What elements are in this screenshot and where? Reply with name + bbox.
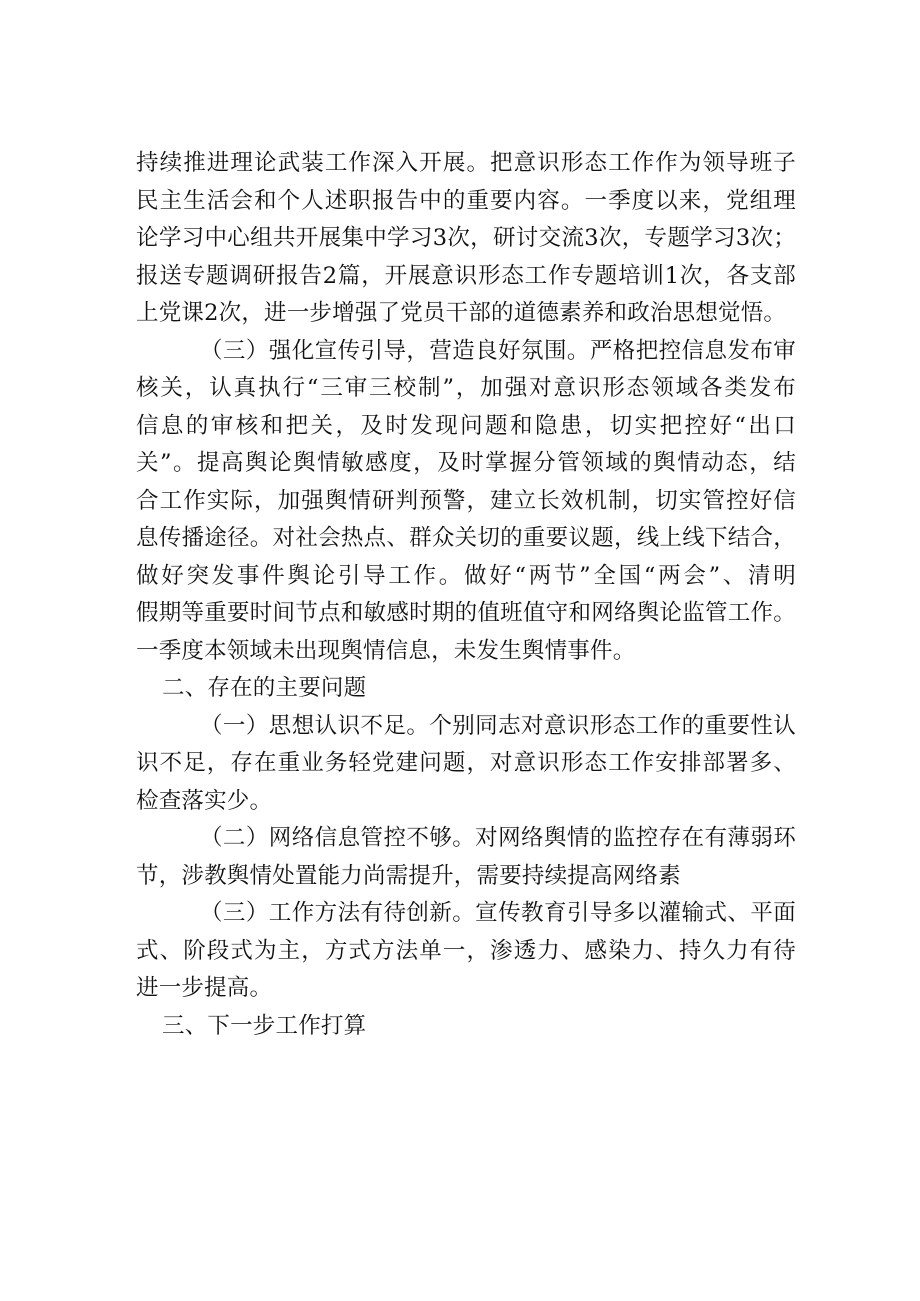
text-line: 上党课2次，进一步增强了党员干部的道德素养和政治思想觉悟。 (136, 300, 787, 326)
text-line: （三）工作方法有待创新。宣传教育引导多以灌输式、平面 (200, 900, 796, 926)
text-line: 检查落实少。 (136, 787, 273, 814)
section-heading-problems: 二、存在的主要问题 (162, 675, 367, 701)
text-line: 息传播途径。对社会热点、群众关切的重要议题，线上线下结合， (136, 525, 796, 551)
text-line: （二）网络信息管控不够。对网络舆情的监控存在有薄弱环 (200, 825, 796, 851)
text-line: 进一步提高。 (136, 975, 273, 1001)
text-line: 持续推进理论武装工作深入开展。把意识形态工作作为领导班子 (136, 150, 796, 176)
paragraph-thinking-awareness (136, 708, 796, 821)
text-line: 节，涉教舆情处置能力尚需提升，需要持续提高网络素 (136, 862, 681, 889)
text-line: 假期等重要时间节点和敏感时期的值班值守和网络舆论监管工作。 (136, 600, 796, 626)
paragraph-network-control (136, 820, 796, 895)
paragraph-theory-study (136, 145, 796, 333)
text-line: （三）强化宣传引导，营造良好氛围。严格把控信息发布审 (200, 337, 796, 364)
text-line: 关”。提高舆论舆情敏感度，及时掌握分管领域的舆情动态，结 (136, 450, 796, 476)
text-line: 做好突发事件舆论引导工作。做好“两节”全国“两会”、清明 (136, 562, 796, 589)
text-line: （一）思想认识不足。个别同志对意识形态工作的重要性认 (200, 712, 796, 739)
text-line: 论学习中心组共开展集中学习3次，研讨交流3次，专题学习3次； (136, 225, 796, 251)
paragraph-work-methods (136, 895, 796, 1008)
text-line: 式、阶段式为主，方式方法单一，渗透力、感染力、持久力有待 (136, 937, 796, 964)
document-body (136, 145, 796, 1045)
text-line: 信息的审核和把关，及时发现问题和隐患，切实把控好“出口 (136, 412, 796, 439)
section-heading-next-steps: 三、下一步工作打算 (162, 1012, 367, 1039)
text-line: 识不足，存在重业务轻党建问题，对意识形态工作安排部署多、 (136, 750, 796, 776)
text-line: 核关，认真执行“三审三校制”，加强对意识形态领域各类发布 (136, 375, 796, 401)
text-line: 一季度本领域未出现舆情信息，未发生舆情事件。 (136, 637, 636, 664)
text-line: 民主生活会和个人述职报告中的重要内容。一季度以来，党组理 (136, 187, 796, 214)
text-line: 报送专题调研报告2篇，开展意识形态工作专题培训1次，各支部 (136, 262, 796, 289)
text-line: 合工作实际，加强舆情研判预警，建立长效机制，切实管控好信 (136, 487, 796, 514)
paragraph-publicity-guidance (136, 333, 796, 671)
